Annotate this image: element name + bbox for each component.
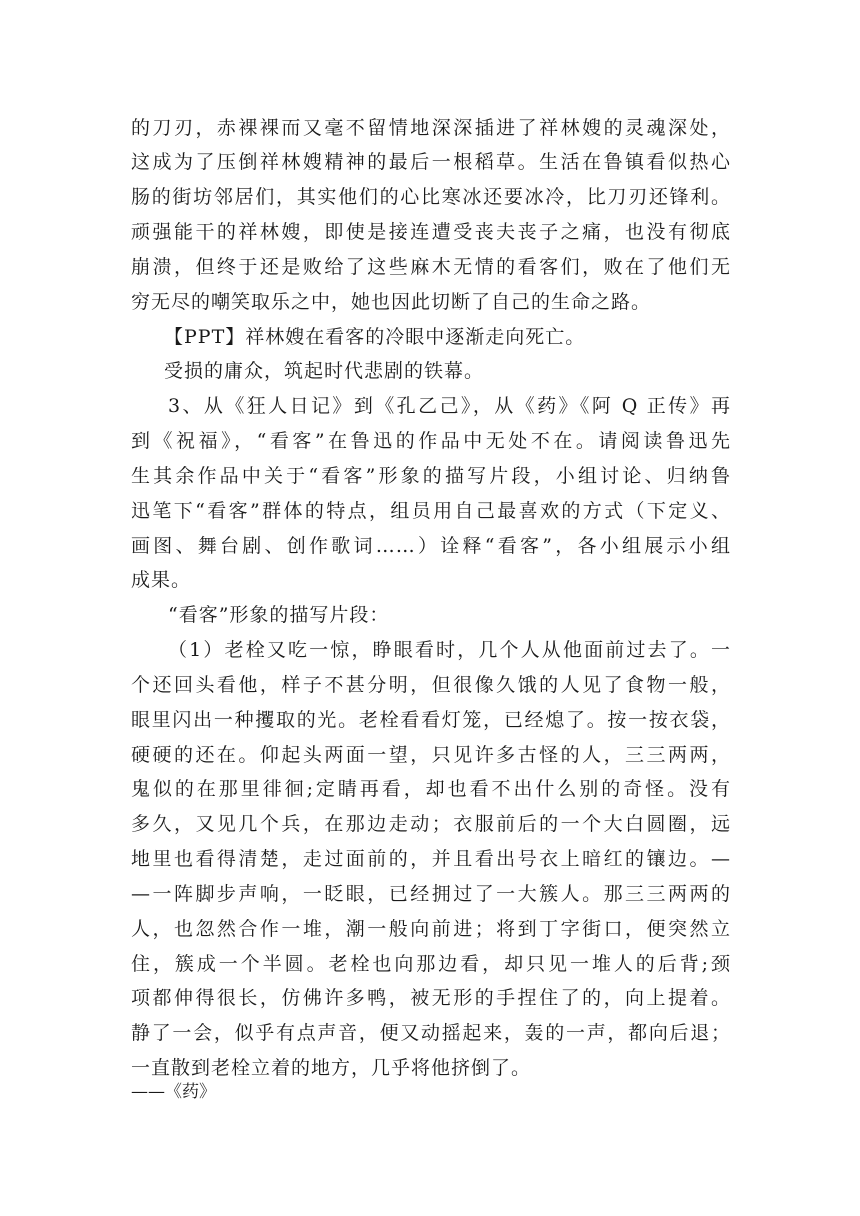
text-line: 迅笔下“看客”群体的特点，组员用自己最喜欢的方式（下定义、: [131, 500, 731, 522]
text-line: 多久，又见几个兵，在那边走动；衣服前后的一个大白圆圈，远: [131, 813, 731, 835]
text-line: 成果。: [131, 569, 192, 591]
attribution-line: ——《药》: [131, 1082, 216, 1102]
text-line: —一阵脚步声响，一眨眼，已经拥过了一大簇人。那三三两两的: [131, 883, 731, 905]
text-line: 地里也看得清楚，走过面前的，并且看出号衣上暗红的镶边。—: [131, 848, 731, 870]
text-line: 【PPT】祥林嫂在看客的冷眼中逐渐走向死亡。: [164, 326, 586, 348]
text-line: 3、从《狂人日记》到《孔乙己》，从《药》《阿 Q 正传》再: [168, 395, 731, 417]
text-line: 生其余作品中关于“看客”形象的描写片段，小组讨论、归纳鲁: [131, 465, 731, 487]
text-line: （1）老栓又吃一惊，睁眼看时，几个人从他面前过去了。一: [168, 639, 731, 661]
text-line: 项都伸得很长，仿佛许多鸭，被无形的手捏住了的，向上提着。: [131, 987, 731, 1009]
text-line: 一直散到老栓立着的地方，几乎将他挤倒了。: [131, 1057, 532, 1079]
text-line: 顽强能干的祥林嫂，即使是接连遭受丧夫丧子之痛，也没有彻底: [131, 221, 731, 243]
text-line: 住，簇成一个半圆。老栓也向那边看，却只见一堆人的后背;颈: [131, 953, 731, 975]
text-line: 个还回头看他，样子不甚分明，但很像久饿的人见了食物一般，: [131, 674, 731, 696]
text-line: 鬼似的在那里徘徊;定睛再看，却也看不出什么别的奇怪。没有: [131, 778, 731, 800]
text-line: 受损的庸众，筑起时代悲剧的铁幕。: [164, 360, 485, 382]
text-line: 静了一会，似乎有点声音，便又动摇起来，轰的一声，都向后退；: [131, 1022, 731, 1044]
text-line: 穷无尽的嘲笑取乐之中，她也因此切断了自己的生命之路。: [131, 291, 652, 313]
text-line: 的刀刃，赤裸裸而又毫不留情地深深插进了祥林嫂的灵魂深处，: [131, 117, 731, 139]
text-line: 硬硬的还在。仰起头两面一望，只见许多古怪的人，三三两两，: [131, 744, 731, 766]
text-line: 崩溃，但终于还是败给了这些麻木无情的看客们，败在了他们无: [131, 256, 731, 278]
text-line: 画图、舞台剧、创作歌词……）诠释“看客”，各小组展示小组: [131, 535, 731, 557]
text-line: 眼里闪出一种攫取的光。老栓看看灯笼，已经熄了。按一按衣袋，: [131, 709, 731, 731]
text-line: 肠的街坊邻居们，其实他们的心比寒冰还要冰冷，比刀刃还锋利。: [131, 186, 731, 208]
text-line: 到《祝福》，“看客”在鲁迅的作品中无处不在。请阅读鲁迅先: [131, 430, 731, 452]
text-line: 这成为了压倒祥林嫂精神的最后一根稻草。生活在鲁镇看似热心: [131, 151, 731, 173]
text-line: “看客”形象的描写片段：: [168, 604, 390, 626]
text-line: 人，也忽然合作一堆，潮一般向前进；将到丁字街口，便突然立: [131, 918, 731, 940]
